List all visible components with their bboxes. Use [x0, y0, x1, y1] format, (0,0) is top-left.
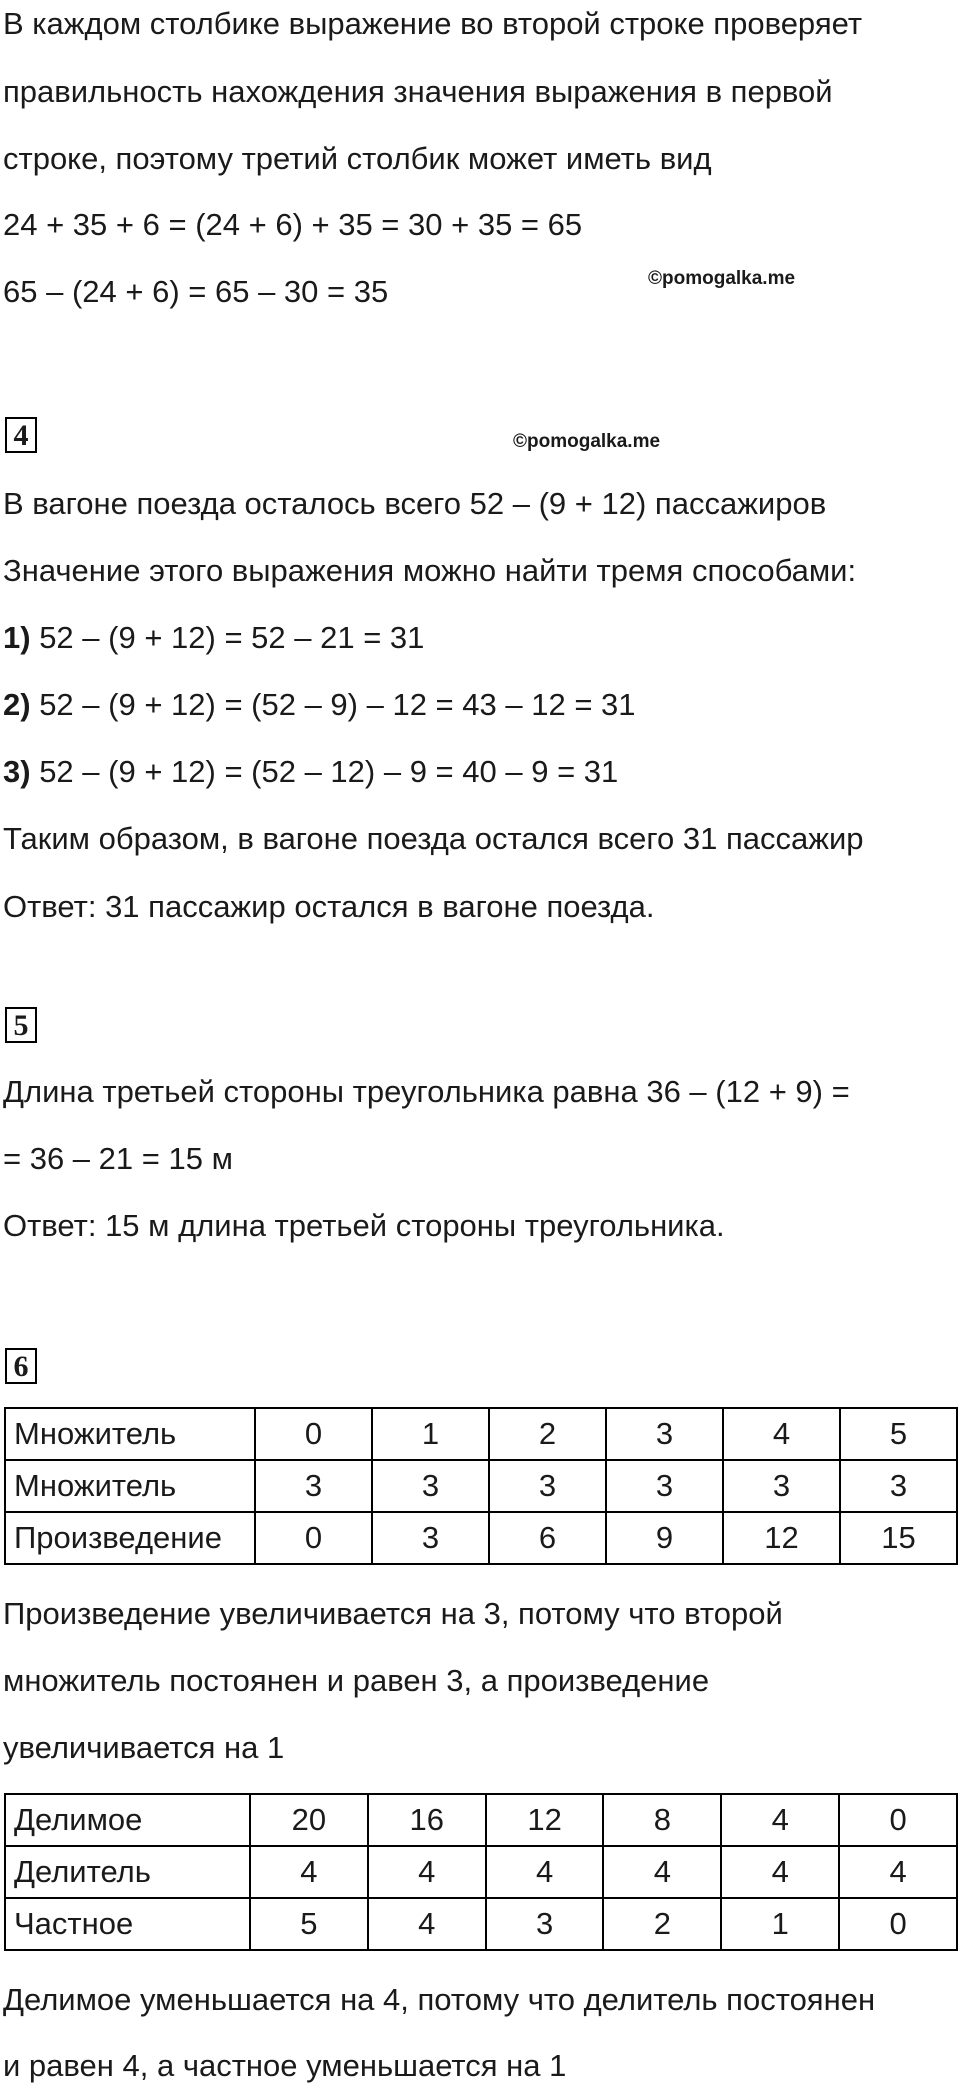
- intro-line-2: правильность нахождения значения выражения в первой: [3, 74, 833, 109]
- task4-answer: Ответ: 31 пассажир остался в вагоне поезда.: [3, 889, 655, 924]
- table-row: [5, 1460, 957, 1512]
- row-header: Множитель: [5, 1460, 255, 1512]
- table-row: [5, 1846, 957, 1898]
- table-cell: 2: [603, 1898, 721, 1950]
- task4-line-2: Значение этого выражения можно найти тремя способами:: [3, 553, 857, 588]
- table-cell: 3: [372, 1512, 489, 1564]
- table-cell: 0: [255, 1408, 372, 1460]
- table-cell: 3: [840, 1460, 957, 1512]
- table-cell: 8: [603, 1794, 721, 1846]
- table-cell: 4: [250, 1846, 368, 1898]
- table-cell: 6: [489, 1512, 606, 1564]
- task-number-5: 5: [5, 1007, 37, 1043]
- table-cell: 16: [368, 1794, 486, 1846]
- table-cell: 3: [606, 1408, 723, 1460]
- task4-way-1: [3, 618, 424, 658]
- table-cell: 4: [839, 1846, 957, 1898]
- task4-conclusion: Таким образом, в вагоне поезда остался всего 31 пассажир: [3, 821, 864, 856]
- table-cell: 3: [372, 1460, 489, 1512]
- table-cell: 4: [603, 1846, 721, 1898]
- table-row: [5, 1408, 957, 1460]
- table-cell: 4: [721, 1794, 839, 1846]
- table-row: [5, 1898, 957, 1950]
- watermark: ©pomogalka.me: [648, 268, 796, 289]
- division-table: [4, 1793, 958, 1951]
- table-cell: 5: [840, 1408, 957, 1460]
- task6-text1-line-3: увеличивается на 1: [3, 1730, 285, 1765]
- table-cell: 20: [250, 1794, 368, 1846]
- way-text: 52 – (9 + 12) = 52 – 21 = 31: [30, 620, 425, 655]
- table-cell: 3: [489, 1460, 606, 1512]
- intro-expression-1: 24 + 35 + 6 = (24 + 6) + 35 = 30 + 35 = 65: [3, 207, 583, 242]
- watermark: ©pomogalka.me: [513, 431, 661, 452]
- way-text: 52 – (9 + 12) = (52 – 12) – 9 = 40 – 9 = 31: [30, 754, 619, 789]
- table-cell: 0: [839, 1794, 957, 1846]
- row-header: Делитель: [5, 1846, 250, 1898]
- row-header: Произведение: [5, 1512, 255, 1564]
- row-header: Частное: [5, 1898, 250, 1950]
- intro-line-1: В каждом столбике выражение во второй строке проверяет: [3, 6, 863, 41]
- multiplication-table: [4, 1407, 958, 1565]
- table-cell: 15: [840, 1512, 957, 1564]
- task6-text2-line-1: Делимое уменьшается на 4, потому что делитель постоянен: [3, 1982, 876, 2017]
- table-cell: 4: [723, 1408, 840, 1460]
- table-cell: 3: [486, 1898, 604, 1950]
- task5-answer: Ответ: 15 м длина третьей стороны треугольника.: [3, 1208, 725, 1243]
- row-header: Множитель: [5, 1408, 255, 1460]
- intro-line-3: строке, поэтому третий столбик может иметь вид: [3, 141, 712, 176]
- task4-line-1: В вагоне поезда осталось всего 52 – (9 + 12) пассажиров: [3, 486, 827, 521]
- table-cell: 0: [255, 1512, 372, 1564]
- way-label: 1): [3, 620, 31, 655]
- table-row: [5, 1512, 957, 1564]
- row-header: Делимое: [5, 1794, 250, 1846]
- task5-line-1: Длина третьей стороны треугольника равна 36 – (12 + 9) =: [3, 1074, 850, 1109]
- way-label: 3): [3, 754, 31, 789]
- table-cell: 5: [250, 1898, 368, 1950]
- task5-line-2: = 36 – 21 = 15 м: [3, 1141, 233, 1176]
- table-cell: 3: [606, 1460, 723, 1512]
- task6-text1-line-1: Произведение увеличивается на 3, потому что второй: [3, 1596, 783, 1631]
- way-label: 2): [3, 687, 31, 722]
- table-cell: 4: [368, 1846, 486, 1898]
- task-number-4: 4: [5, 417, 37, 453]
- task4-way-2: [3, 685, 636, 725]
- intro-expression-2: 65 – (24 + 6) = 65 – 30 = 35: [3, 274, 389, 309]
- task6-text1-line-2: множитель постоянен и равен 3, а произведение: [3, 1663, 710, 1698]
- table-cell: 4: [486, 1846, 604, 1898]
- table-cell: 1: [372, 1408, 489, 1460]
- table-cell: 1: [721, 1898, 839, 1950]
- task-number-6: 6: [5, 1348, 37, 1384]
- table-cell: 4: [368, 1898, 486, 1950]
- table-cell: 0: [839, 1898, 957, 1950]
- table-row: [5, 1794, 957, 1846]
- table-cell: 4: [721, 1846, 839, 1898]
- task4-way-3: [3, 752, 618, 792]
- way-text: 52 – (9 + 12) = (52 – 9) – 12 = 43 – 12 = 31: [30, 687, 636, 722]
- table-cell: 12: [723, 1512, 840, 1564]
- table-cell: 3: [255, 1460, 372, 1512]
- table-cell: 2: [489, 1408, 606, 1460]
- table-cell: 3: [723, 1460, 840, 1512]
- table-cell: 9: [606, 1512, 723, 1564]
- table-cell: 12: [486, 1794, 604, 1846]
- task6-text2-line-2: и равен 4, а частное уменьшается на 1: [3, 2048, 567, 2083]
